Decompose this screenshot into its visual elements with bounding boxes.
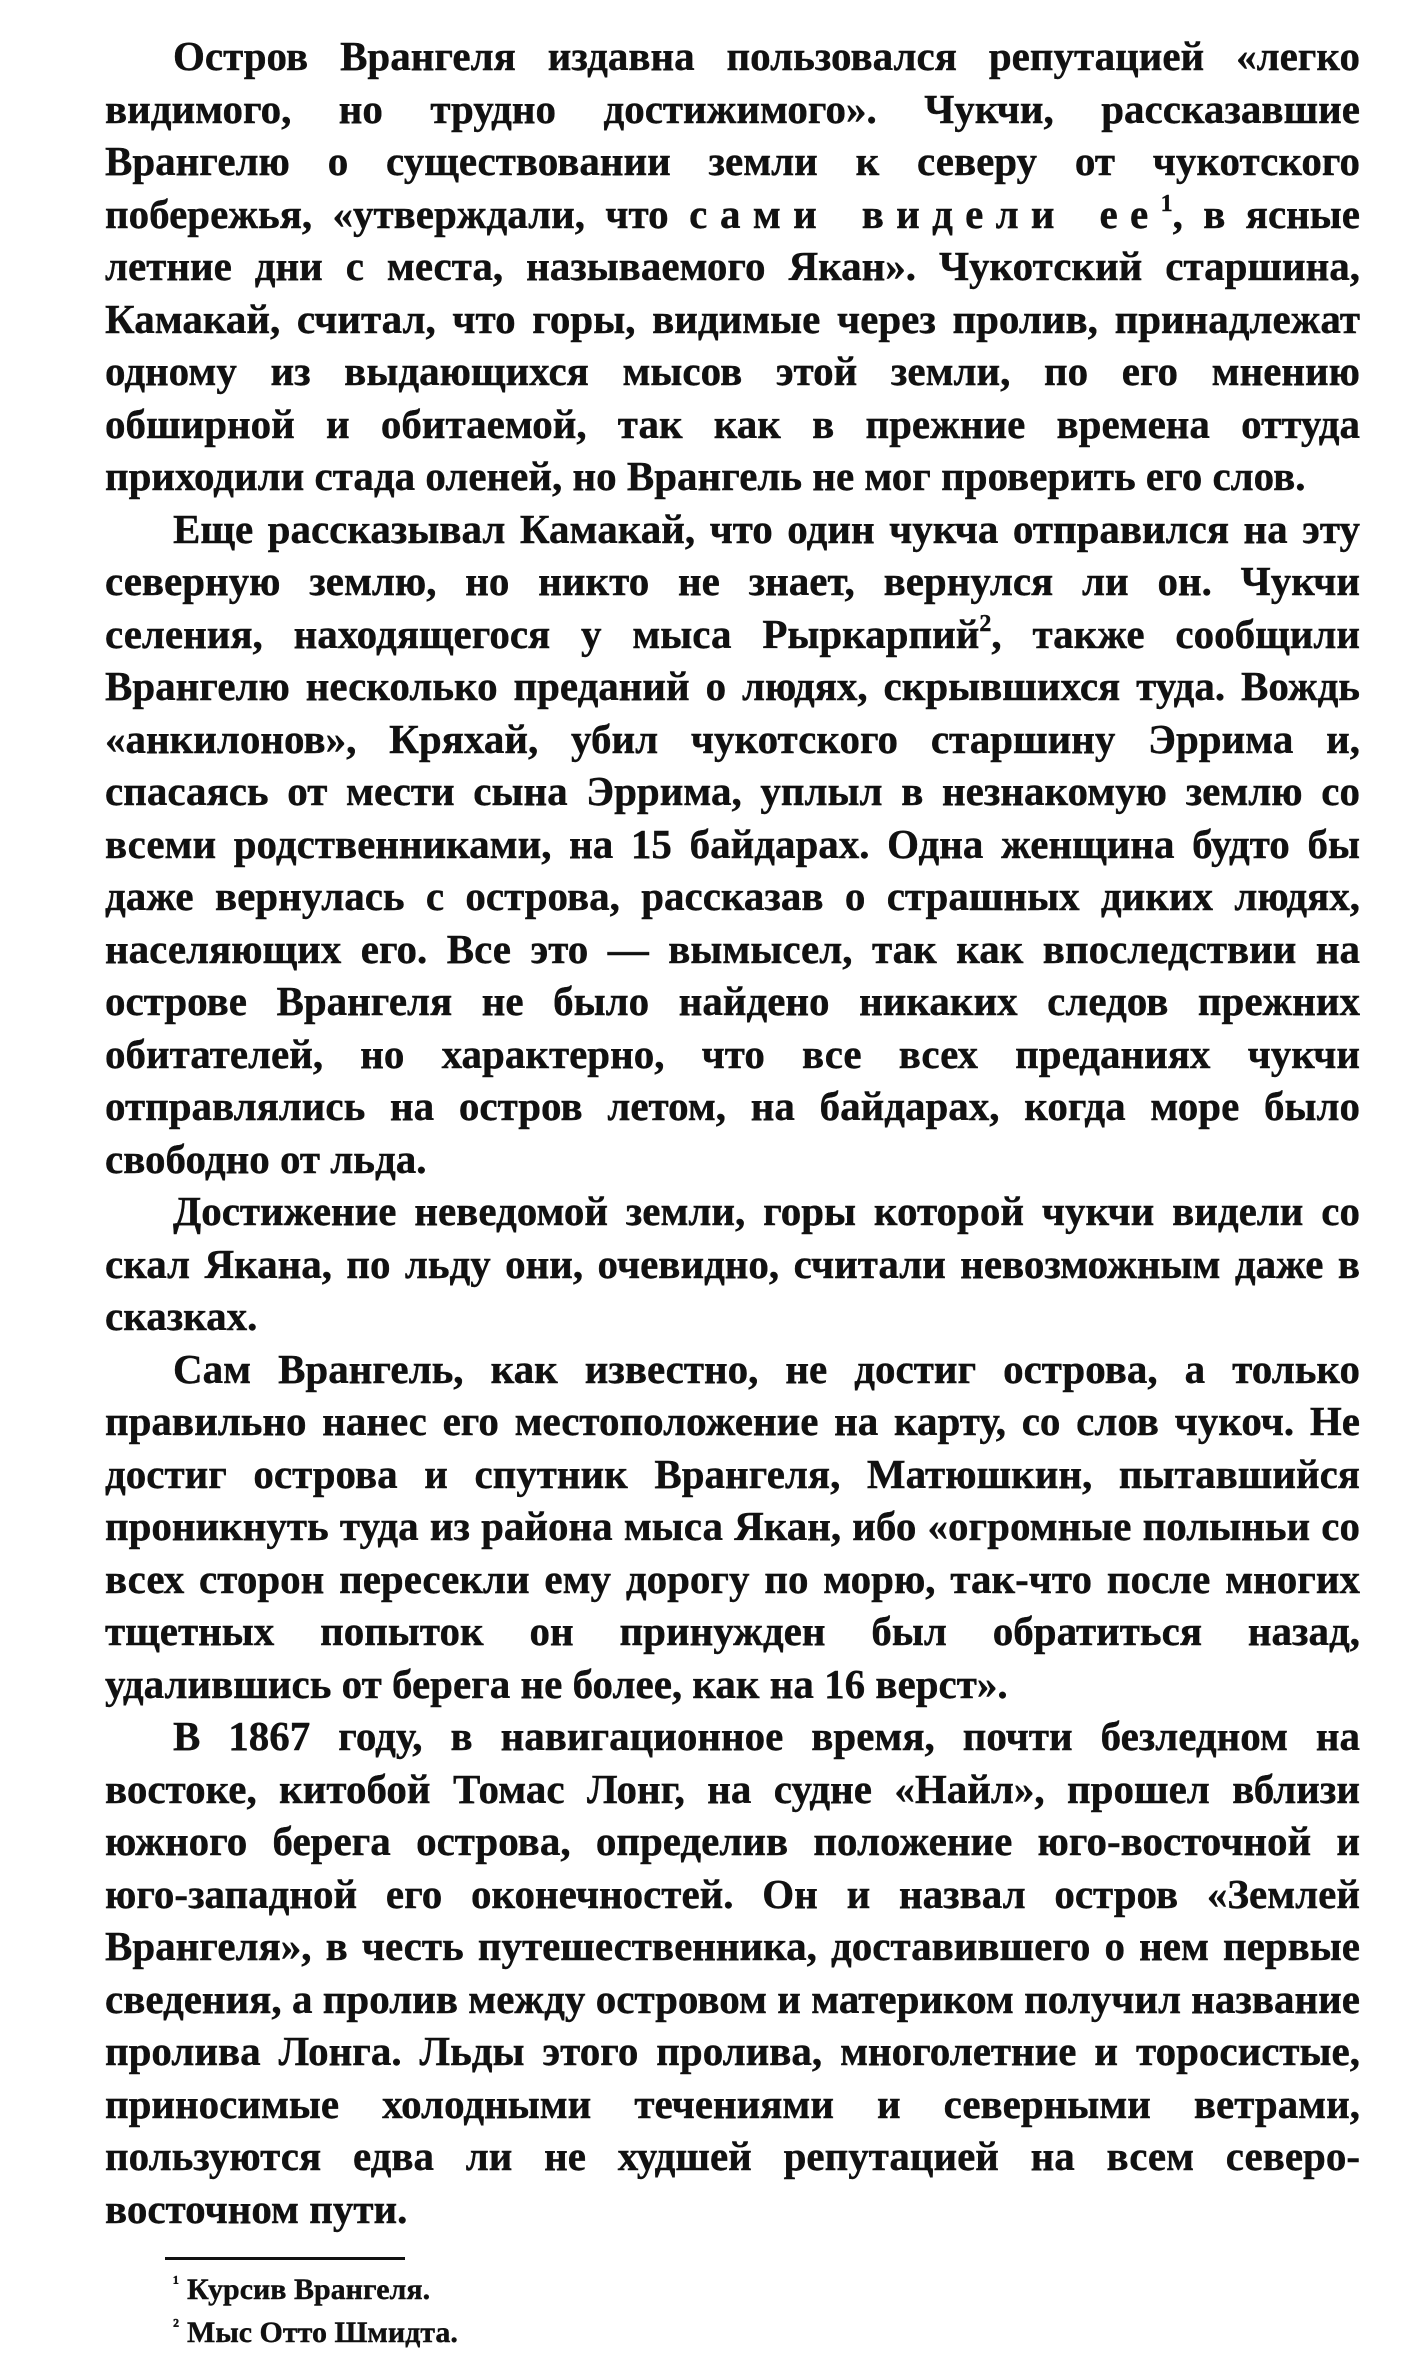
- footnote-2-mark: ²: [173, 2315, 179, 2337]
- footnote-1-mark: ¹: [173, 2272, 179, 2294]
- footnote-2-text: Мыс Отто Шмидта.: [187, 2316, 458, 2349]
- footnotes: [105, 2270, 1360, 2356]
- document-page: [105, 30, 1360, 2356]
- paragraph-2: [105, 503, 1360, 1186]
- paragraph-1: [105, 30, 1360, 503]
- paragraph-3: Достижение неведомой земли, горы которой чукчи видели со скал Якана, по льду они, очевидно, считали невозможным даже в сказках.: [105, 1188, 1360, 1339]
- paragraph-1-text-end: , в ясные летние дни с места, называемого Якан». Чукотский старшина, Камакай, считал, что горы, видимые через пролив, принадлежат одному из выдающихся мысов этой земли, по его мнению обширной и обитаемой, так как в прежние времена оттуда приходили стада оленей, но Врангель не мог проверить его слов.: [105, 190, 1360, 499]
- footnote-divider: [165, 2257, 405, 2260]
- footnote-ref-2: 2: [979, 610, 992, 637]
- footnote-ref-1: 1: [1160, 190, 1173, 217]
- emphasis-text: сами видели ее: [689, 190, 1161, 237]
- paragraph-1-text-start: Остров Врангеля издавна пользовался репутацией «легко видимого, но трудно достижимого». Чукчи, рассказавшие Врангелю о существовании земли к северу от чукотского побережья, «утверждали, что: [105, 33, 1360, 237]
- footnote-1-text: Курсив Врангеля.: [187, 2273, 431, 2306]
- footnote-2: [105, 2313, 1360, 2356]
- paragraph-2-text-start: Еще рассказывал Камакай, что один чукча отправился на эту северную землю, но никто не знает, вернулся ли он. Чукчи селения, находящегося у мыса Рыркарпий: [105, 505, 1360, 657]
- paragraph-5: В 1867 году, в навигационное время, почти безледном на востоке, китобой Томас Лонг, на судне «Найл», прошел вблизи южного берега острова, определив положение юго-восточной и юго-западной его оконечностей. Он и назвал остров «Землей Врангеля», в честь путешественника, доставившего о нем первые сведения, а пролив между островом и материком получил название пролива Лонга. Льды этого пролива, многолетние и торосистые, приносимые холодными течениями и северными ветрами, пользуются едва ли не худшей репутацией на всем северо-восточном пути.: [105, 1713, 1360, 2232]
- footnote-1: [105, 2270, 1360, 2313]
- paragraph-4: Сам Врангель, как известно, не достиг острова, а только правильно нанес его местоположение на карту, со слов чукоч. Не достиг острова и спутник Врангеля, Матюшкин, пытавшийся проникнуть туда из района мыса Якан, ибо «огромные полыньи со всех сторон пересекли ему дорогу по морю, так-что после многих тщетных попыток он принужден был обратиться назад, удалившись от берега не более, как на 16 верст».: [105, 1345, 1360, 1707]
- paragraph-2-text-end: , также сообщили Врангелю несколько преданий о людях, скрывшихся туда. Вождь «анкилонов», Кряхай, убил чукотского старшину Эррима и, спасаясь от мести сына Эррима, уплыл в незнакомую землю со всеми родственниками, на 15 байдарах. Одна женщина будто бы даже вернулась с острова, рассказав о страшных диких людях, населяющих его. Все это — вымысел, так как впоследствии на острове Врангеля не было найдено никаких следов прежних обитателей, но характерно, что все всех преданиях чукчи отправлялись на остров летом, на байдарах, когда море было свободно от льда.: [105, 610, 1360, 1182]
